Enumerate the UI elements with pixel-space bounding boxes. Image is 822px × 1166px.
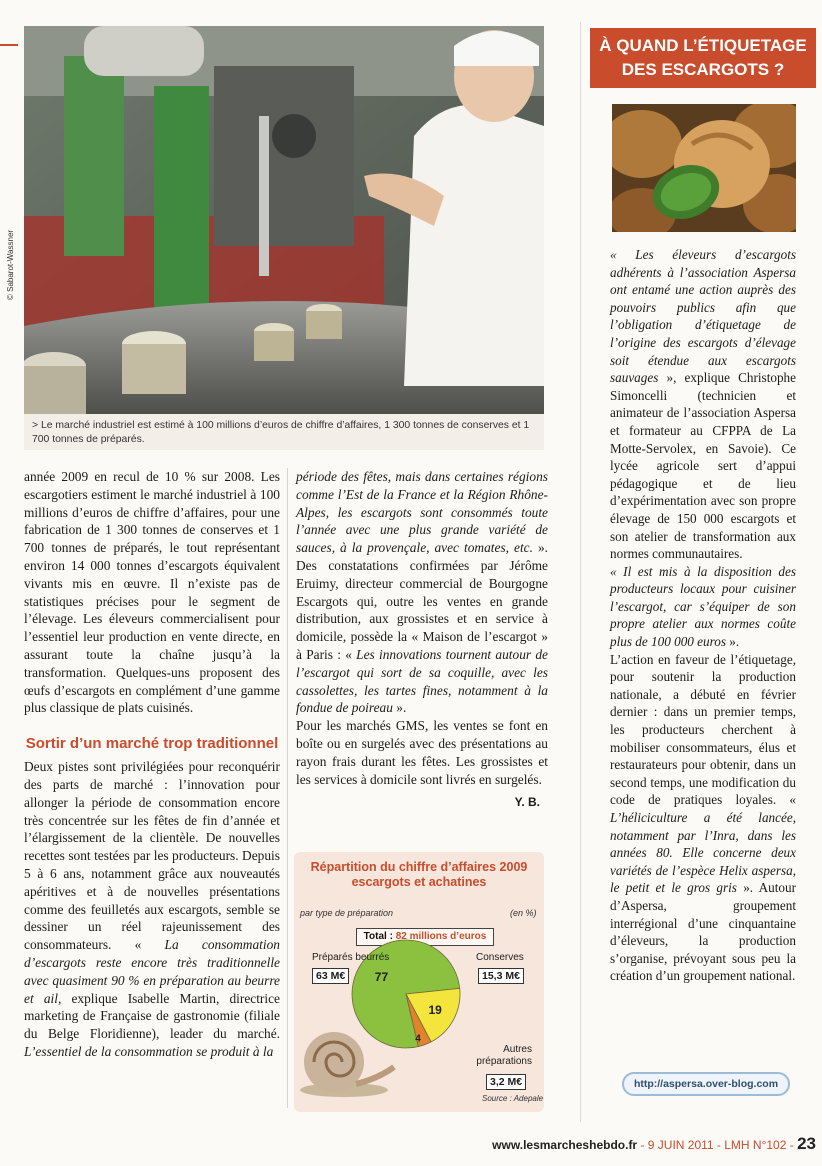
footer-issue: - 9 JUIN 2011 - LMH N°102 - [637,1138,798,1152]
total-label: Total : [363,931,393,942]
chart-subtitle-left: par type de préparation [300,908,394,918]
sidebar-title-line: DES ESCARGOTS ? [621,60,785,79]
total-value: 82 millions d’euros [395,931,487,942]
author-signature: Y. B. [514,795,540,810]
chart-subtitle-right: (en %) [510,908,537,918]
text-run: ». [726,634,740,650]
quote-run: « Il est mis à la disposition des producteurs locaux pour cuisiner l’escargot, car s’équiper de son propre atelier aux normes coûte plus de 100 000 euros [610,563,796,650]
snail-shell-illustration [612,104,796,232]
slice-amount: 63 M€ [312,968,349,984]
page-number: 23 [797,1134,816,1153]
page-footer [470,1134,816,1154]
quote-run: période des fêtes, mais dans certaines régions comme l’Est de la France et la Région Rhône-Alpes, les escargots sont consommés toute l’année avec une plus grande variété de sauces, à la provençale, avec tomates, etc. [296,469,548,556]
article-paragraph [24,758,280,1061]
slice-amount-conserves [478,966,524,984]
article-column-1 [24,468,280,1061]
slice-amount-autres [486,1072,526,1090]
slice-name-preparés: Préparés beurrés [312,952,390,963]
photo-credit: © Sabarot-Wassner [6,229,15,300]
slice-percent-preparés: 77 [374,969,389,984]
slice-name-autres: Autres préparations [476,1044,532,1067]
quote-run: L’essentiel de la consommation se produit à la [24,1043,274,1059]
quote-run: Les innovations tournent autour de l’escargot qui sort de sa coquille, avec les cassolettes, les tartes fines, notamment à la fondue de poireau [296,646,548,716]
snail-photo [612,104,796,232]
sidebar-text [610,246,796,985]
text-run: ». Des constatations confirmées par Jérôme Eruimy, directeur commercial de Bourgogne Escargots qui, outre les ventes en grande distribution, aux grossistes et en service à domicile, possède la « Maison de l’escargot » à Paris : « [296,540,548,662]
slice-name-conserves: Conserves [476,952,524,963]
column-rule [287,468,288,1108]
text-run: ». [392,700,407,716]
slice-amount: 15,3 M€ [478,968,524,984]
text-run: Deux pistes sont privilégiées pour reconquérir des parts de marché : l’innovation pour allonger la période de consommation encore très concentrée sur les fêtes de fin d’année et l’élargissement de la clientèle. De nouvelles recettes sont testées par les producteurs. Depuis 5 à 6 ans, notamment grâce aux nouveautés apéritives et à de nouvelles présentations comme des feuilletés aux escargots, semble se dessiner un réel rajeunissement des consommateurs. « [24,759,280,953]
article-subhead: Sortir d’un marché trop traditionnel [25,735,279,753]
slice-amount: 3,2 M€ [486,1074,526,1090]
slice-percent-autres: 4 [415,1033,421,1045]
chart-source: Source : Adepale [482,1094,544,1103]
aspersa-link[interactable]: http://aspersa.over-blog.com [622,1072,790,1096]
slice-amount-preparés [312,966,349,984]
quote-run: « Les éleveurs d’escargots adhérents à l’association Aspersa ont entamé une action auprès des pouvoirs publics afin que l’obligation d’étiquetage de l’origine des escargots d’élevage soit étendue aux escargots sauvages [610,247,796,386]
text-run: », explique Christophe Simoncelli (technicien et animateur de l’association Aspersa et formateur au CFPPA de La Motte-Servolex, en Savoie). Ce lycée agricole sert d’appui pédagogique et de lieu d’expérimentation avec son propre élevage de 150 000 escargots et son atelier de transformation aux normes communautaires. [610,370,796,562]
factory-illustration [24,26,544,414]
sidebar-title [590,28,816,88]
sidebar-title-line: À QUAND L’ÉTIQUETAGE [599,36,807,55]
corner-mark [0,44,18,46]
article-paragraph: année 2009 en recul de 10 % sur 2008. Les escargotiers estiment le marché industriel à 100 millions d’euros de chiffre d’affaires, pour une fabrication de 1 300 tonnes de conserves et 1 700 tonnes de préparés, le tout représentant environ 14 000 tonnes d’escargots équivalent vivants mis en œuvre. Il n’existe pas de statistiques précises pour le segment de l’élevage. Les éleveurs commercialisent pour l’essentiel leur production en vente directe, en assurant toute la chaîne jusqu’à la transformation. Quelques-uns proposent des œufs d’escargots en complément d’une gamme plus classique de plats cuisinés. [24,469,280,716]
photo-caption: > Le marché industriel est estimé à 100 millions d’euros de chiffre d’affaires, 1 300 tonnes de conserves et 1 700 tonnes de préparés. [24,414,544,450]
factory-photo [24,26,544,414]
text-run: explique Isabelle Martin, directrice marketing de Française de gastronomie (filiale du Belge Floridienne), leader du marché. [24,990,281,1042]
sidebar-paragraph [610,563,796,651]
quote-run: L’héliciculture a été lancée, notamment par l’Inra, dans les années 80. Elle concerne deux variétés de l’espèce Helix aspersa, le petit et le gros gris [610,810,796,896]
text-run: L’action en faveur de l’étiquetage, pour soutenir la production nationale, a débuté en février dernier : dans un premier temps, les producteurs cherchent à mobiliser consommateurs, élus et restaurateurs pour obtenir, dans un second temps, une modification du code de pratiques loyales. « [610,651,796,808]
sidebar-paragraph [610,651,796,985]
article-column-2 [296,468,548,812]
article-paragraph: Pour les marchés GMS, les ventes se font en boîte ou en surgelés avec des présentations au rayon frais durant les fêtes. Les grossistes et les services à domicile sont livrés en surgelés. [296,718,548,787]
quote-run: La consommation d’escargots reste encore très traditionnelle avec quasiment 90 % en préparation au beurre et ail, [24,937,280,1006]
slice-percent-conserves: 19 [428,1002,442,1017]
article-paragraph [296,468,548,717]
text-run: ». Autour d’Aspersa, groupement interrégional d’une cinquantaine d’éleveurs, la production s’organise, prévoyant sous peu la création d’un groupement national. [610,880,796,984]
chart-title: Répartition du chiffre d’affaires 2009 escargots et achatines [310,860,528,889]
sidebar-paragraph [610,246,796,563]
footer-site[interactable]: www.lesmarcheshebdo.fr [492,1138,638,1152]
